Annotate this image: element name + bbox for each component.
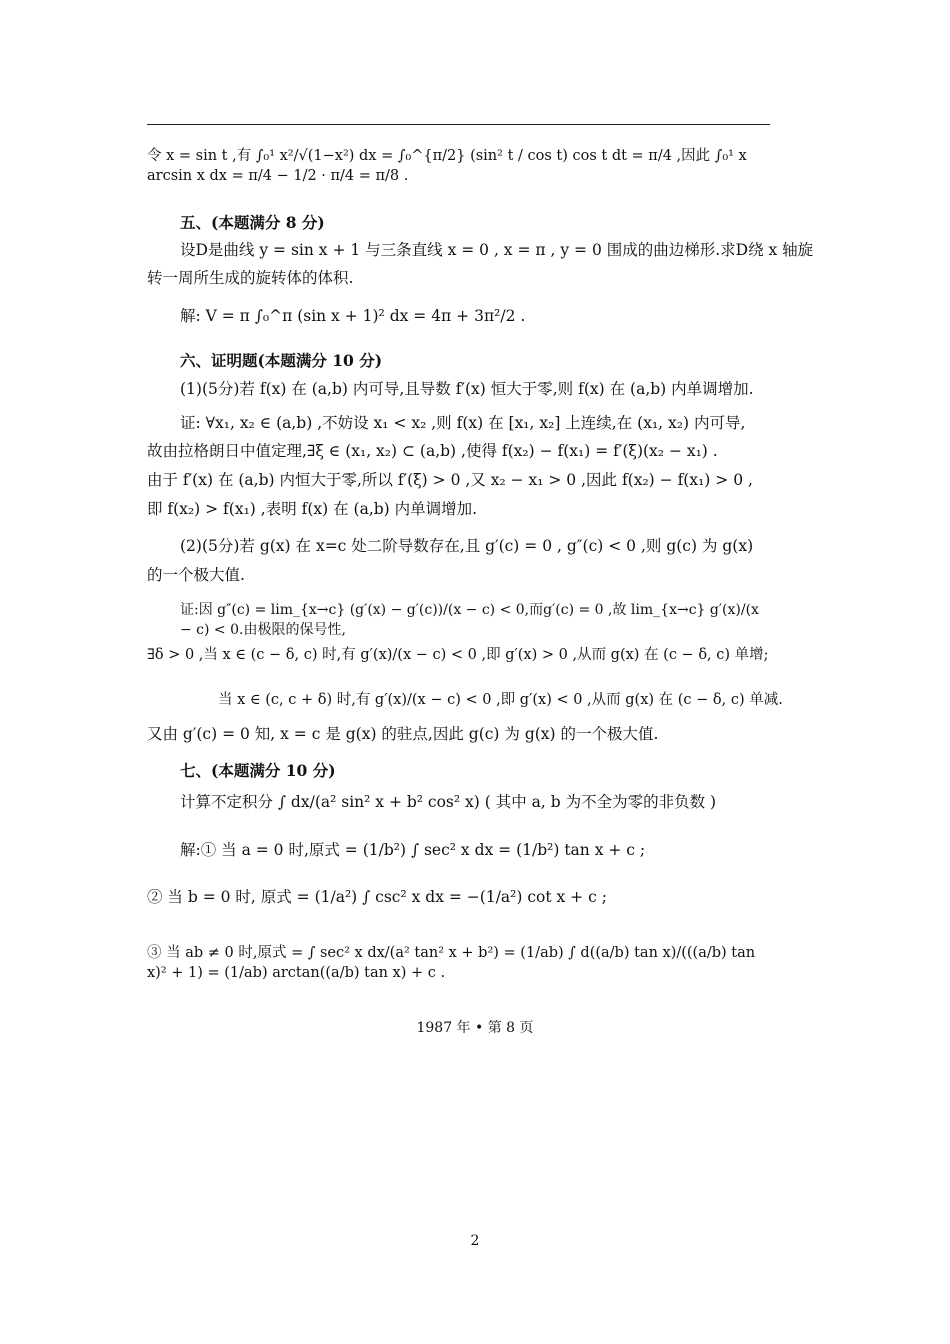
top-formula: 令 x = sin t ,有 ∫₀¹ x²/√(1−x²) dx = ∫₀^{π/2} (sin² t / cos t) cos t dt = π/4 ,因此 ∫₀¹ x arcsin x dx = π/4 − 1/2 · π/4 = π/8 . (147, 148, 747, 184)
s6-part2-statement-cont: 的一个极大值. (147, 566, 245, 584)
s6-part1-statement: (1)(5分)若 f(x) 在 (a,b) 内可导,且导数 f′(x) 恒大于零,则 f(x) 在 (a,b) 内单调增加. (180, 380, 754, 398)
s7-solution-3: ③ 当 ab ≠ 0 时,原式 = ∫ sec² x dx/(a² tan² x + b²) = (1/ab) ∫ d((a/b) tan x)/(((a/b) tan x)² + 1) = (1/ab) arctan((a/b) tan x) + c . (147, 945, 756, 981)
top-rule (147, 124, 770, 125)
s7-question: 计算不定积分 ∫ dx/(a² sin² x + b² cos² x) ( 其中 a, b 为不全为零的非负数 ) (180, 793, 717, 811)
s6-part1-proof-3: 由于 f′(x) 在 (a,b) 内恒大于零,所以 f′(ξ) > 0 ,又 x₂ − x₁ > 0 ,因此 f(x₂) − f(x₁) > 0 , (147, 471, 753, 489)
section5-solution: 解: V = π ∫₀^π (sin x + 1)² dx = 4π + 3π²/2 . (180, 307, 526, 325)
s6-part1-proof-4: 即 f(x₂) > f(x₁) ,表明 f(x) 在 (a,b) 内单调增加. (147, 500, 478, 518)
s6-part2-proof-1: 证:因 g″(c) = lim_{x→c} (g′(x) − g′(c))/(x − c) < 0,而g′(c) = 0 ,故 lim_{x→c} g′(x)/(x − c) < 0.由极限的保号性, (180, 602, 759, 638)
page-number: 2 (470, 1233, 480, 1249)
s7-solution-1: 解:① 当 a = 0 时,原式 = (1/b²) ∫ sec² x dx = (1/b²) tan x + c ; (180, 841, 646, 859)
s6-part2-proof-2: ∃δ > 0 ,当 x ∈ (c − δ, c) 时,有 g′(x)/(x − c) < 0 ,即 g′(x) > 0 ,从而 g(x) 在 (c − δ, c) 单增; (147, 647, 769, 663)
section5-question-line2: 转一周所生成的旋转体的体积. (147, 269, 354, 287)
page-footer: 1987 年 • 第 8 页 (416, 1020, 534, 1036)
section5-title: 五、(本题满分 8 分) (180, 213, 325, 232)
section6-title: 六、证明题(本题满分 10 分) (180, 351, 383, 370)
s6-part2-proof-4: 又由 g′(c) = 0 知, x = c 是 g(x) 的驻点,因此 g(c) 为 g(x) 的一个极大值. (147, 725, 659, 743)
s6-part1-proof-2: 故由拉格朗日中值定理,∃ξ ∈ (x₁, x₂) ⊂ (a,b) ,使得 f(x₂) − f(x₁) = f′(ξ)(x₂ − x₁) . (147, 442, 718, 460)
s7-solution-2: ② 当 b = 0 时, 原式 = (1/a²) ∫ csc² x dx = −(1/a²) cot x + c ; (147, 888, 607, 906)
s6-part2-statement: (2)(5分)若 g(x) 在 x=c 处二阶导数存在,且 g′(c) = 0 , g″(c) < 0 ,则 g(c) 为 g(x) (180, 537, 754, 555)
s6-part1-proof-1: 证: ∀x₁, x₂ ∈ (a,b) ,不妨设 x₁ < x₂ ,则 f(x) 在 [x₁, x₂] 上连续,在 (x₁, x₂) 内可导, (180, 414, 746, 432)
section5-question-line1: 设D是曲线 y = sin x + 1 与三条直线 x = 0 , x = π , y = 0 围成的曲边梯形.求D绕 x 轴旋 (180, 241, 814, 259)
s6-part2-proof-3: 当 x ∈ (c, c + δ) 时,有 g′(x)/(x − c) < 0 ,即 g′(x) < 0 ,从而 g(x) 在 (c − δ, c) 单减. (218, 692, 783, 708)
section7-title: 七、(本题满分 10 分) (180, 761, 336, 780)
